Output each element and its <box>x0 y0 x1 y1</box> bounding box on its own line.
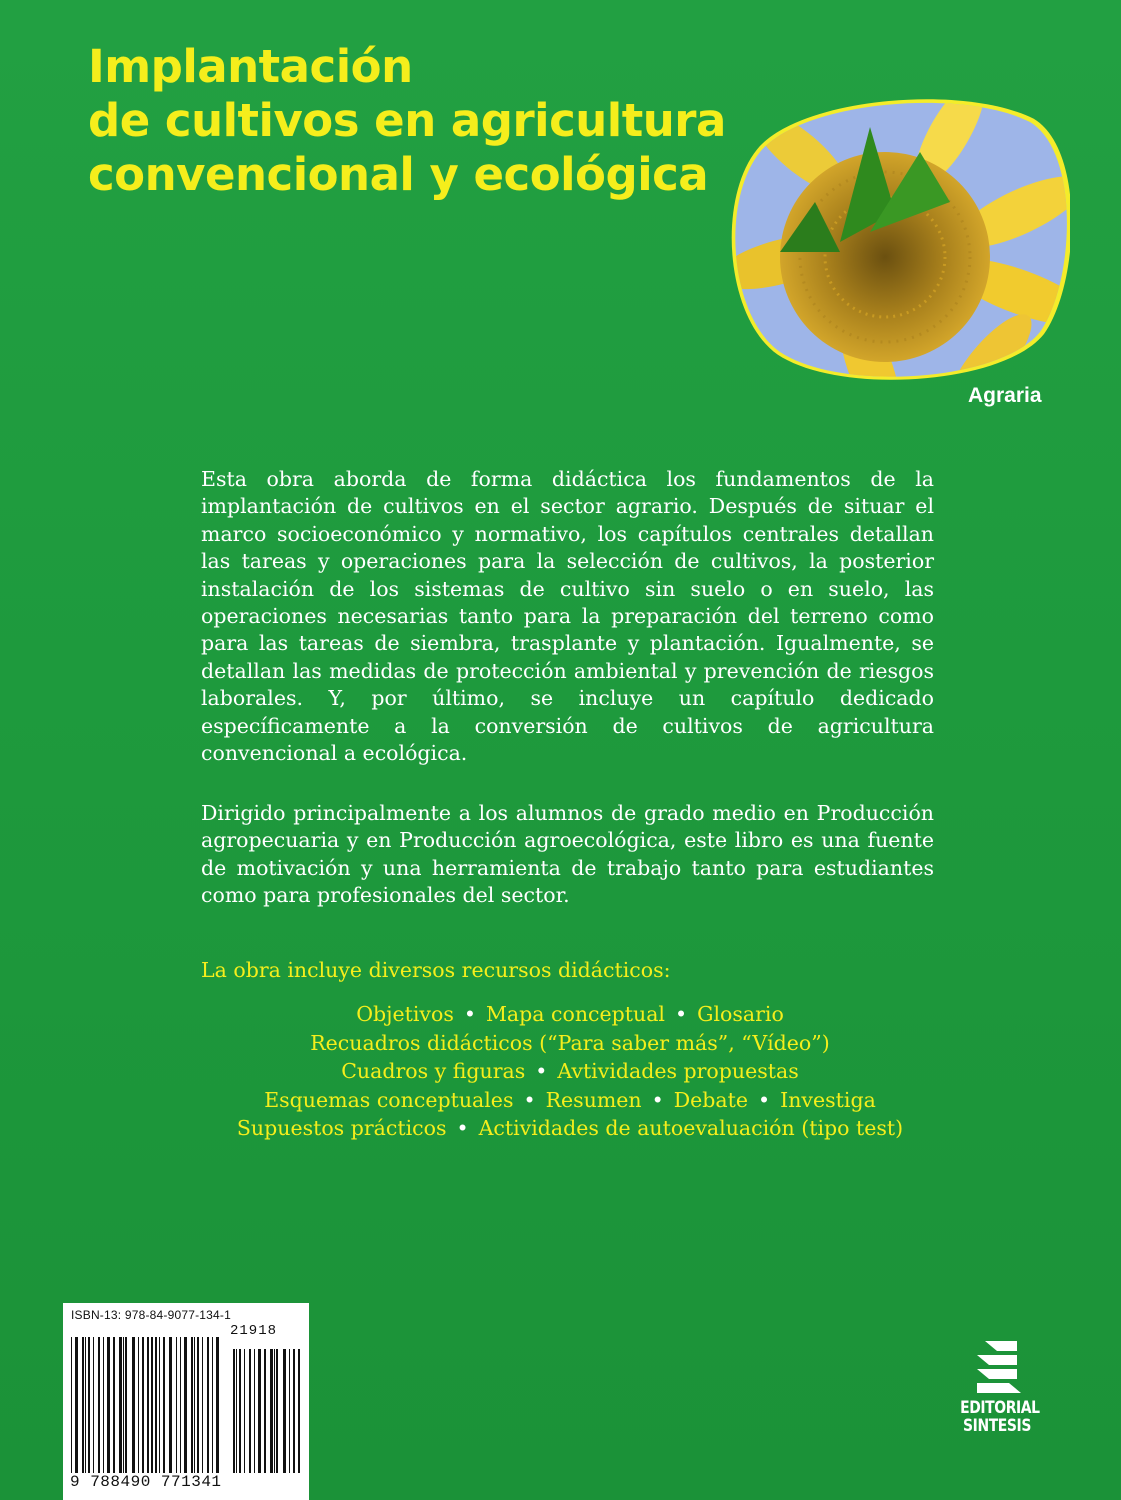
resources-list <box>150 1000 990 1143</box>
barcode-bar <box>163 1337 165 1473</box>
resources-line <box>150 1057 990 1086</box>
barcode-bar <box>113 1337 115 1473</box>
barcode-bar <box>75 1337 78 1473</box>
barcode-addon-bar <box>239 1349 241 1473</box>
resource-item: Objetivos <box>356 1002 454 1026</box>
bullet-separator: • <box>675 1002 688 1026</box>
resource-item: Esquemas conceptuales <box>264 1087 514 1112</box>
bullet-separator: • <box>456 1116 469 1141</box>
barcode-bar <box>216 1337 219 1473</box>
barcode-bar <box>142 1337 144 1473</box>
resource-item: Cuadros y figuras <box>341 1059 526 1084</box>
barcode-addon-bar <box>293 1349 295 1473</box>
barcode-addon-bar <box>289 1349 290 1473</box>
bullet-separator: • <box>758 1087 771 1112</box>
description-paragraph-2: Dirigido principalmente a los alumnos de grado medio en Producción agropecuaria y en Producción agroecológica, este libro es una fuente de motivación y una herramienta de trabajo tanto para estudiantes como para profesionales del sector. <box>201 801 934 908</box>
title-line-1: Implantación <box>88 40 413 93</box>
barcode-bar <box>212 1337 213 1473</box>
bullet-separator: • <box>651 1087 664 1112</box>
barcode-bar <box>155 1337 157 1473</box>
barcode-bar <box>82 1337 84 1473</box>
barcode-bar <box>138 1337 139 1473</box>
barcode-bar <box>147 1337 149 1473</box>
description-paragraph-1: Esta obra aborda de forma didáctica los fundamentos de la implantación de cultivos en el sector agrario. Después de situar el marco socioeconómico y normativo, los capítulos centrales detallan las tareas y operaciones para la selección de cultivos, la posterior instalación de los sistemas de cultivo sin suelo o en suelo, las operaciones necesarias tanto para la preparación del terreno como para las tareas de siembra, trasplante y plantación. Igualmente, se detallan las medidas de protección ambiental y prevención de riesgos laborales. Y, por último, se incluye un capítulo dedicado específicamente a la conversión de cultivos de agricultura convencional a ecológica. <box>201 467 934 766</box>
resource-item: Investiga <box>780 1087 876 1112</box>
barcode-bar <box>85 1337 86 1473</box>
resources-line <box>150 1086 990 1115</box>
barcode-addon-bar <box>254 1349 255 1473</box>
barcode-bar <box>123 1337 124 1473</box>
barcode-bar <box>169 1337 172 1473</box>
isbn-barcode <box>63 1303 309 1500</box>
resource-item: Avtividades propuestas <box>557 1059 799 1084</box>
bullet-separator: • <box>463 1002 476 1026</box>
barcode-bar <box>184 1337 187 1473</box>
isbn-number: ISBN-13: 978-84-9077-134-1 <box>71 1308 231 1322</box>
barcode-addon-bar <box>244 1349 245 1473</box>
resource-item: Recuadros didácticos (“Para saber más”, “Vídeo”) <box>310 1030 830 1055</box>
resources-intro: La obra incluye diversos recursos didácticos: <box>201 958 671 982</box>
barcode-addon-bar <box>249 1349 251 1473</box>
resources-line <box>150 1000 990 1029</box>
barcode-bar <box>197 1337 199 1473</box>
publisher-name-line-2: SINTESIS <box>963 1416 1031 1436</box>
bullet-separator: • <box>523 1087 536 1112</box>
barcode-bar <box>107 1337 110 1473</box>
barcode-digits: 9 788490 771341 <box>70 1473 222 1491</box>
barcode-addon-bar <box>283 1349 286 1473</box>
barcode-bar <box>132 1337 135 1473</box>
barcode-bar <box>151 1337 153 1473</box>
barcode-bar <box>71 1337 72 1473</box>
resource-item: Debate <box>673 1087 749 1112</box>
barcode-bar <box>194 1337 195 1473</box>
resource-item: Supuestos prácticos <box>236 1116 447 1141</box>
sunflower-image <box>720 92 1070 388</box>
publisher-name-line-1: EDITORIAL <box>960 1398 1040 1418</box>
bullet-separator: • <box>535 1059 548 1084</box>
barcode-bar <box>98 1337 100 1473</box>
barcode-bar <box>207 1337 209 1473</box>
publisher-logo-block <box>952 1337 1042 1435</box>
barcode-bar <box>176 1337 177 1473</box>
book-title <box>88 40 728 202</box>
barcode-bar <box>202 1337 203 1473</box>
series-label: Agraria <box>968 384 1042 407</box>
barcode-addon-bar <box>233 1349 235 1473</box>
title-line-2: de cultivos en agricultura <box>88 94 726 147</box>
resources-line <box>150 1114 990 1143</box>
barcode-bar <box>88 1337 90 1473</box>
resource-item: Glosario <box>697 1002 784 1026</box>
barcode-bar <box>103 1337 104 1473</box>
barcode-bar <box>191 1337 193 1473</box>
barcode-addon-bar <box>298 1349 300 1473</box>
barcode-addon-code: 21918 <box>230 1323 278 1339</box>
barcode-addon-bar <box>270 1349 273 1473</box>
resource-item: Mapa conceptual <box>485 1002 665 1026</box>
barcode-addon-bar <box>274 1349 275 1473</box>
resources-line <box>150 1029 990 1058</box>
barcode-bar <box>180 1337 181 1473</box>
barcode-addon-bar <box>276 1349 278 1473</box>
barcode-addon-bar <box>264 1349 266 1473</box>
publisher-logo-icon <box>967 1337 1027 1397</box>
resource-item: Actividades de autoevaluación (tipo test) <box>478 1116 904 1141</box>
barcode-addon-bar <box>258 1349 261 1473</box>
title-line-3: convencional y ecológica <box>88 148 709 201</box>
barcode-bar <box>125 1337 127 1473</box>
resource-item: Resumen <box>545 1087 642 1112</box>
barcode-bar <box>119 1337 122 1473</box>
barcode-bar <box>159 1337 160 1473</box>
barcode-addon-bar <box>236 1349 237 1473</box>
barcode-bars <box>71 1337 303 1473</box>
barcode-bar <box>93 1337 94 1473</box>
